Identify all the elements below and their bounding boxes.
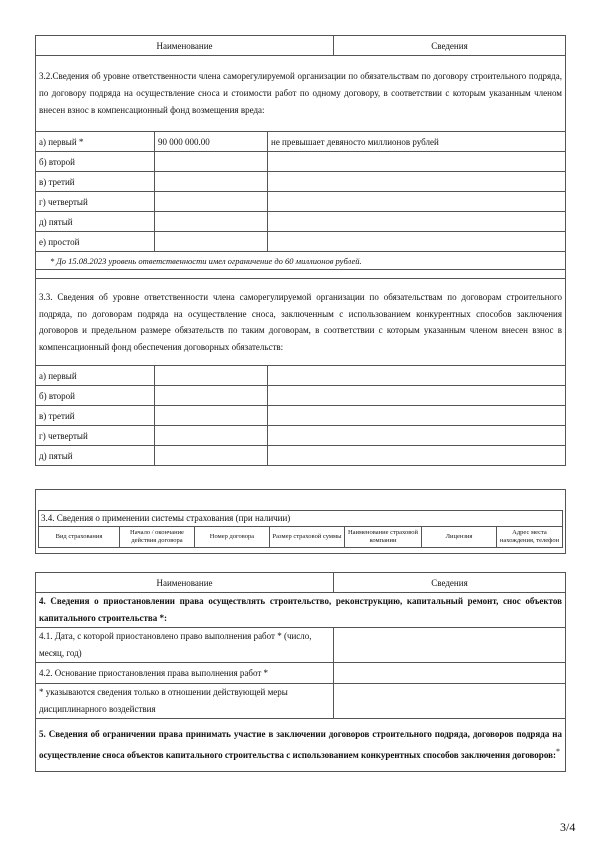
header-name-cell: Наименование [36, 36, 334, 56]
level-value: 90 000 000.00 [155, 132, 268, 152]
item-4-2-value [334, 663, 566, 684]
level-value [155, 152, 268, 172]
level-note [268, 386, 566, 406]
section-3-3-table [35, 278, 566, 466]
item-4-1-value [334, 628, 566, 663]
level-label: в) третий [36, 406, 155, 426]
item-4-1-label: 4.1. Дата, с которой приостановлено право выполнения работ * (число, месяц, год) [36, 628, 334, 663]
section-5-title [36, 719, 566, 772]
level-note [268, 446, 566, 466]
level-label: а) первый * [36, 132, 155, 152]
level-value [155, 192, 268, 212]
level-label: г) четвертый [36, 426, 155, 446]
insurance-col-header: Начало / окончание действия договора [120, 527, 195, 548]
header-name-cell: Наименование [36, 573, 334, 593]
section-5-text: 5. Сведения об ограничении права принимать участие в заключении договоров строительного подряда, договоров подряда на осуществление сноса объектов капитального строительства с использованием конкурентных способов заключения договоров: [39, 729, 562, 760]
level-label: е) простой [36, 232, 155, 252]
section-3-2-footnote: * До 15.08.2023 уровень ответственности имел ограничение до 60 миллионов рублей. [36, 252, 566, 270]
insurance-col-header: Лицензия [422, 527, 497, 548]
level-label: в) третий [36, 172, 155, 192]
section-4-title: 4. Сведения о приостановлении права осуществлять строительство, реконструкцию, капитальный ремонт, снос объектов капитального строительства *: [36, 593, 566, 628]
header-table-2 [35, 572, 566, 772]
header-table [35, 35, 566, 56]
level-value [155, 446, 268, 466]
level-label: а) первый [36, 366, 155, 386]
level-label: д) пятый [36, 212, 155, 232]
section-3-2-table [35, 56, 566, 278]
insurance-col-header: Адрес места нахождения, телефон [497, 527, 563, 548]
section-3-4-title: 3.4. Сведения о применении системы страхования (при наличии) [38, 510, 563, 526]
section-4-note: * указываются сведения только в отношении действующей меры дисциплинарного воздействия [36, 684, 334, 719]
header-info-cell: Сведения [334, 573, 566, 593]
level-note [268, 172, 566, 192]
insurance-col-header: Номер договора [195, 527, 270, 548]
level-value [155, 212, 268, 232]
level-note [268, 192, 566, 212]
section-3-3-text: 3.3. Сведения об уровне ответственности члена саморегулируемой организации по обязательствам по договорам строительного подряда, по договорам подряда на осуществление сноса, заключенным с использованием конкурентных способов заключения договоров и предельном размере обязательств по таким договорам, в соответствии с которым указанным членом внесен взнос в компенсационный фонд обеспечения договорных обязательств: [36, 279, 566, 366]
header-info-cell: Сведения [334, 36, 566, 56]
insurance-table [38, 526, 563, 548]
level-note [268, 406, 566, 426]
section-5-mark: * [555, 747, 560, 756]
level-note: не превышает девяносто миллионов рублей [268, 132, 566, 152]
level-value [155, 366, 268, 386]
second-table-block [35, 572, 566, 772]
level-value [155, 232, 268, 252]
level-value [155, 172, 268, 192]
section-3-4-block [35, 489, 566, 554]
level-value [155, 406, 268, 426]
page-number: 3/4 [560, 820, 576, 834]
level-label: д) пятый [36, 446, 155, 466]
insurance-col-header: Размер страховой суммы [270, 527, 345, 548]
level-note [268, 366, 566, 386]
insurance-col-header: Вид страхования [39, 527, 120, 548]
section-3-2-text: 3.2.Сведения об уровне ответственности члена саморегулируемой организации по обязательствам по договору строительного подряда, по договору подряда на осуществление сноса и стоимости работ по одному договору, в соответствии с которым указанным членом внесен взнос в компенсационный фонд возмещения вреда: [36, 56, 566, 132]
section-4-note-value [334, 684, 566, 719]
level-label: г) четвертый [36, 192, 155, 212]
main-table-block [35, 35, 566, 466]
level-value [155, 426, 268, 446]
level-note [268, 232, 566, 252]
insurance-table-wrap [38, 526, 563, 548]
level-value [155, 386, 268, 406]
insurance-col-header: Наименование страховой компании [345, 527, 422, 548]
level-note [268, 212, 566, 232]
level-note [268, 426, 566, 446]
level-note [268, 152, 566, 172]
spacer-row [36, 270, 566, 279]
level-label: б) второй [36, 152, 155, 172]
level-label: б) второй [36, 386, 155, 406]
item-4-2-label: 4.2. Основание приостановления права выполнения работ * [36, 663, 334, 684]
